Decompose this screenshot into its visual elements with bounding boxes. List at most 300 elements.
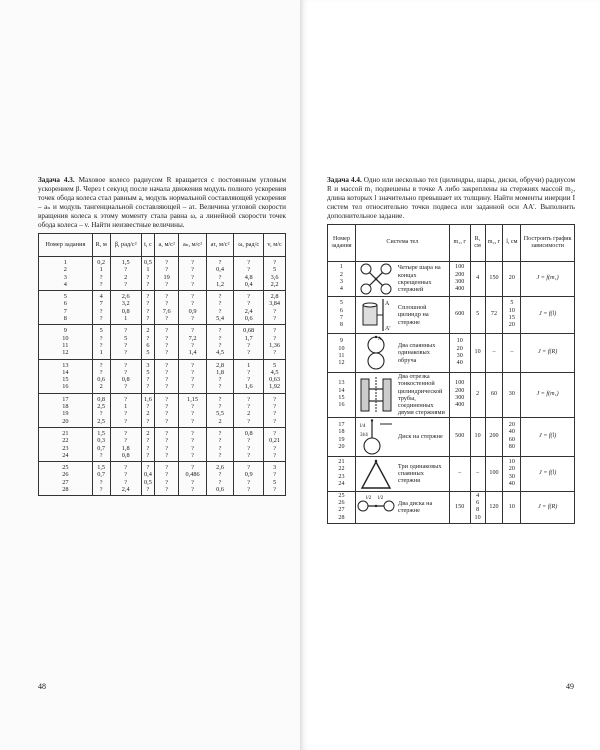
cell-value: 0,8 (121, 451, 130, 459)
dependency-cell: J = f(m₁) (521, 262, 575, 297)
table-cell (234, 325, 264, 359)
table-cell (179, 462, 207, 496)
table-cell (485, 297, 503, 334)
cell-value: 0,9 (188, 307, 197, 315)
cell-value: ? (165, 471, 169, 479)
cell-value: 0,4 (244, 280, 253, 288)
cell-value: 6 (63, 300, 67, 308)
cell-value: 400 (455, 402, 465, 409)
svg-text:A: A (377, 337, 382, 342)
cell-value: ? (124, 437, 128, 445)
table-cell (234, 257, 264, 291)
system-cell (355, 417, 449, 456)
cell-value: ? (99, 451, 103, 459)
cell-value: ? (273, 334, 276, 342)
cell-value: ? (247, 478, 251, 486)
cell-value: ? (146, 464, 150, 472)
cell-value: ? (124, 383, 128, 391)
cell-value: ? (191, 410, 194, 418)
column-header: β, рад/с² (110, 234, 141, 257)
cell-value: 20 (62, 417, 69, 425)
system-cell (355, 491, 449, 523)
cell-value: 1,5 (97, 464, 106, 472)
table-cell (110, 393, 141, 427)
cell-value: 30 (508, 391, 515, 398)
table-row (39, 427, 286, 461)
cell-value: 17 (338, 422, 345, 429)
cell-value: ? (218, 341, 222, 349)
table-cell (39, 257, 93, 291)
cell-value: 2,4 (121, 486, 130, 494)
table-cell (449, 491, 470, 523)
table-cell (470, 456, 485, 491)
cell-value: ? (247, 266, 251, 274)
cell-value: ? (218, 293, 222, 301)
table-cell (449, 262, 470, 297)
cell-value: 15 (508, 315, 515, 321)
cell-value: ? (191, 259, 194, 266)
cell-value: 23 (62, 444, 69, 452)
table-cell (264, 462, 286, 496)
cell-value: ? (218, 383, 222, 391)
cell-value: 19 (163, 273, 170, 281)
cell-value: 15 (62, 376, 69, 384)
column-header: R, м (92, 234, 110, 257)
cell-value: ? (247, 417, 251, 425)
cell-value: ? (247, 403, 251, 411)
table-cell (110, 462, 141, 496)
cell-value: ? (146, 307, 150, 315)
cell-value: ? (191, 429, 194, 437)
cell-value: ? (218, 444, 222, 452)
cell-value: 6 (339, 307, 343, 314)
cell-value: 0,6 (216, 486, 224, 494)
page-number-right: 49 (566, 682, 574, 691)
triangle-rods-icon (356, 457, 396, 491)
table-cell (206, 257, 233, 291)
table-cell (179, 325, 207, 359)
cell-value: 4,8 (244, 273, 253, 281)
cell-value: 5 (124, 334, 128, 342)
table-cell (264, 257, 286, 291)
cell-value: ? (218, 376, 222, 384)
cell-value: 27 (338, 507, 345, 514)
column-header: m₁, г (449, 225, 470, 262)
table-cell (155, 462, 179, 496)
cell-value: ? (191, 403, 194, 411)
cell-value: 4 (63, 280, 67, 288)
cell-value: ? (273, 410, 276, 418)
table-header-row (39, 234, 286, 257)
cell-value: ? (146, 486, 150, 494)
cell-value: ? (273, 307, 276, 315)
column-header: aₙ, м/с² (179, 234, 207, 257)
cell-value: 6 (476, 500, 480, 507)
column-header: ω, рад/с (234, 234, 264, 257)
cell-value: 27 (62, 478, 69, 486)
cell-value: 0,486 (185, 471, 200, 479)
table-cell (503, 456, 521, 491)
table-row (39, 393, 286, 427)
cell-value: 0,4 (143, 471, 152, 479)
cell-value: ? (146, 437, 150, 445)
table-cell (503, 262, 521, 297)
cell-value: ? (165, 334, 169, 342)
cell-value: 25 (62, 464, 69, 472)
table-cell (328, 262, 356, 297)
task-4-3-body: Маховое колесо радиусом R вращается с постоянным угловым ускорением β. Через t секунд после начала движения модуль полного ускорения точек обода колеса стал равным a, модуль нормальной составляющей ускорения – aₙ и модуль тангенциальной составляющей – aτ. Величина угловой скорости вращения колеса к этому моменту стала равна ω, а линейной скорости точек обода колеса – v. Найти неизвестные величины. (38, 176, 287, 229)
table-cell (39, 393, 93, 427)
cell-value: 12 (338, 360, 345, 367)
cell-value: 4,5 (270, 368, 279, 376)
cell-value: 16 (338, 402, 345, 409)
cell-value: 0,68 (243, 327, 255, 335)
cell-value: 2 (146, 327, 150, 335)
cell-value: ? (146, 293, 150, 301)
cell-value: 14 (62, 368, 69, 376)
cell-value: 14 (338, 387, 345, 394)
cell-value: 20 (508, 322, 515, 329)
cell-value: ? (191, 293, 194, 301)
cell-value: ? (247, 486, 251, 494)
dependency-cell: J = f(l) (521, 456, 575, 491)
cell-value: ? (247, 451, 251, 459)
cell-value: 1,5 (121, 259, 130, 266)
cell-value: 21 (62, 429, 69, 437)
cell-value: ? (273, 444, 276, 452)
svg-text:A': A' (384, 326, 391, 332)
cell-value: ? (124, 368, 128, 376)
cell-value: 10 (338, 345, 345, 352)
svg-text:l/2: l/2 (365, 496, 372, 502)
cell-value: ? (191, 315, 194, 323)
cell-value: 200 (489, 433, 499, 440)
cell-value: 100 (455, 264, 465, 271)
cell-value: 2,8 (216, 361, 224, 369)
cell-value: 10 (456, 338, 463, 345)
cell-value: ? (165, 395, 169, 403)
cell-value: 2 (146, 410, 150, 418)
column-header: Номер задания (39, 234, 93, 257)
table-cell (110, 325, 141, 359)
column-header: Номер задания (328, 225, 356, 262)
cell-value: ? (247, 300, 251, 308)
cell-value: ? (191, 437, 194, 445)
cell-value: ? (99, 307, 103, 315)
cell-value: ? (191, 417, 194, 425)
table-cell (470, 417, 485, 456)
cell-value: ? (165, 376, 169, 384)
cell-value: 100 (489, 470, 499, 477)
cell-value: 30 (456, 353, 463, 359)
cell-value: 4 (99, 293, 103, 301)
cell-value: ? (247, 368, 251, 376)
cell-value: 1,36 (269, 341, 281, 349)
cell-value: ? (124, 349, 128, 357)
cell-value: 25 (338, 492, 345, 499)
table-cell (328, 373, 356, 418)
cell-value: ? (191, 376, 194, 384)
cell-value: – (476, 470, 480, 477)
cell-value: 1,6 (143, 395, 152, 403)
svg-text:A: A (384, 301, 390, 307)
cell-value: ? (218, 478, 222, 486)
cell-value: ? (247, 444, 251, 452)
table-cell (39, 325, 93, 359)
cell-value: ? (99, 280, 103, 288)
cell-value: 2 (218, 417, 222, 425)
table-cell (141, 393, 154, 427)
cell-value: ? (165, 417, 169, 425)
system-label: Три одинаковых спаянных стержня (397, 462, 442, 485)
cell-value: 28 (338, 514, 345, 521)
cell-value: 500 (455, 433, 465, 440)
table-cell (92, 462, 110, 496)
cell-value: 4 (476, 275, 480, 282)
dependency-cell: J = f(R) (521, 334, 575, 373)
cell-value: ? (124, 266, 128, 274)
cell-value: ? (99, 486, 103, 494)
cell-value: 19 (62, 410, 69, 418)
cell-value: ? (99, 273, 103, 281)
cell-value: 40 (508, 429, 515, 436)
cell-value: 18 (338, 429, 345, 436)
cell-value: 2 (146, 429, 150, 437)
cell-value: ? (273, 349, 276, 357)
cell-value: 20 (508, 275, 515, 282)
cell-value: 0,5 (143, 259, 152, 266)
table-cell (264, 359, 286, 393)
system-cell (355, 456, 449, 491)
cell-value: ? (191, 327, 194, 335)
table-cell (179, 291, 207, 325)
system-label: Сплошной цилиндр на стержне (397, 304, 429, 326)
table-cell (234, 393, 264, 427)
table-row (328, 262, 575, 297)
cell-value: 2 (63, 266, 67, 274)
table-cell (485, 417, 503, 456)
table-cell (234, 427, 264, 461)
cell-value: 1,7 (244, 334, 253, 342)
task-4-4-table (327, 224, 575, 524)
cell-value: 10 (474, 349, 481, 356)
system-cell (355, 262, 449, 297)
table-cell (141, 291, 154, 325)
cell-value: 16 (62, 383, 69, 391)
cell-value: 9 (63, 327, 67, 335)
cell-value: ? (99, 368, 103, 376)
cell-value: ? (165, 478, 169, 486)
cell-value: – (510, 349, 514, 356)
table-cell (92, 427, 110, 461)
cell-value: 72 (490, 311, 498, 318)
cell-value: 1 (63, 259, 67, 266)
cell-value: ? (191, 486, 194, 494)
table-row (39, 359, 286, 393)
cell-value: ? (191, 368, 194, 376)
cell-value: 0,21 (269, 437, 281, 445)
column-header: R, см (470, 225, 485, 262)
cell-value: 0,8 (97, 395, 106, 403)
cell-value: 60 (508, 436, 515, 443)
table-row (39, 462, 286, 496)
cell-value: ? (218, 334, 222, 342)
cell-value: ? (191, 383, 194, 391)
cell-value: ? (218, 437, 222, 445)
cell-value: – (458, 470, 462, 477)
table-cell (503, 334, 521, 373)
table-row (39, 325, 286, 359)
cell-value: 100 (455, 380, 465, 387)
task-4-3-text (38, 176, 286, 229)
table-cell (449, 417, 470, 456)
cell-value: 2,2 (270, 280, 279, 288)
table-cell (485, 334, 503, 373)
table-cell (92, 359, 110, 393)
table-cell (485, 373, 503, 418)
table-cell (155, 427, 179, 461)
cell-value: 5 (273, 266, 277, 274)
cell-value: 300 (455, 279, 465, 285)
cell-value: ? (218, 259, 222, 266)
cell-value: 0,2 (97, 259, 106, 266)
cell-value: ? (273, 486, 276, 494)
cell-value: 7 (63, 307, 67, 315)
cell-value: 0,6 (97, 376, 106, 384)
table-cell (141, 462, 154, 496)
cell-value: ? (218, 300, 222, 308)
task-4-4-title: Задача 4.4. (327, 176, 362, 184)
cell-value: 5 (476, 311, 480, 318)
table-cell (179, 427, 207, 461)
cell-value: 30 (508, 473, 515, 480)
cell-value: 8 (476, 507, 480, 514)
cell-value: 3 (273, 464, 277, 472)
cell-value: 200 (455, 271, 465, 278)
cell-value: ? (165, 403, 169, 411)
column-header: Построить график зависимости (521, 225, 575, 262)
cell-value: ? (146, 444, 150, 452)
cell-value: ? (247, 259, 251, 266)
cell-value: ? (191, 464, 194, 472)
two-hoops-icon (356, 334, 396, 372)
cell-value: 0,4 (216, 266, 224, 274)
cell-value: 6 (146, 341, 150, 349)
cell-value: ? (165, 341, 169, 349)
cell-value: 0,7 (97, 444, 106, 452)
cell-value: 18 (62, 403, 69, 411)
table-cell (206, 427, 233, 461)
cell-value: 5,4 (216, 315, 224, 323)
table-row (328, 417, 575, 456)
table-cell (39, 427, 93, 461)
dependency-cell: J = f(l) (521, 297, 575, 334)
table-cell (179, 257, 207, 291)
cell-value: 0,5 (143, 478, 152, 486)
table-cell (92, 393, 110, 427)
cell-value: 3 (339, 279, 343, 285)
cell-value: 1 (99, 266, 103, 274)
cell-value: 2 (339, 271, 343, 278)
cell-value: ? (191, 478, 194, 486)
cell-value: 1 (339, 264, 343, 271)
cell-value: 13 (62, 361, 69, 369)
cell-value: ? (165, 464, 169, 472)
cell-value: ? (273, 395, 276, 403)
cell-value: 4 (339, 286, 343, 293)
column-header: aτ, м/с² (206, 234, 233, 257)
cell-value: 0,63 (269, 376, 281, 384)
table-cell (470, 262, 485, 297)
cell-value: ? (165, 410, 169, 418)
cell-value: ? (165, 444, 169, 452)
dependency-cell: J = f(m₁) (521, 373, 575, 418)
task-4-3-title: Задача 4.3. (38, 176, 75, 184)
cell-value: 5,5 (216, 410, 224, 418)
page-number-left: 48 (38, 682, 46, 691)
cell-value: ? (165, 266, 169, 274)
cell-value: ? (146, 280, 150, 288)
cell-value: ? (191, 300, 194, 308)
table-cell (234, 462, 264, 496)
system-cell (355, 334, 449, 373)
system-label: Четыре шара на концах скрещенных стержней (397, 264, 441, 294)
table-cell (449, 297, 470, 334)
column-header: v, м/с (264, 234, 286, 257)
cell-value: ? (165, 486, 169, 494)
cell-value: 7 (99, 300, 103, 308)
cell-value: 26 (62, 471, 69, 479)
table-cell (503, 373, 521, 418)
cell-value: 0,3 (97, 437, 106, 445)
table-cell (141, 359, 154, 393)
cell-value: 1,92 (269, 383, 281, 391)
cell-value: 150 (489, 275, 499, 282)
cell-value: 2,6 (216, 464, 224, 472)
cell-value: 1 (99, 349, 103, 357)
cell-value: 60 (490, 391, 498, 398)
cell-value: 5 (339, 300, 343, 307)
table-cell (92, 291, 110, 325)
cell-value: 11 (62, 341, 69, 349)
cell-value: 5 (63, 293, 67, 301)
cell-value: 24 (62, 451, 69, 459)
two-disks-rod-icon (356, 492, 396, 522)
cell-value: ? (99, 410, 103, 418)
cell-value: 22 (62, 437, 69, 445)
system-label: Диск на стержне (397, 433, 443, 441)
cell-value: 2 (476, 391, 480, 398)
cell-value: 9 (339, 338, 343, 345)
cell-value: 21 (338, 459, 345, 466)
cell-value: ? (247, 464, 251, 472)
cell-value: ? (99, 361, 103, 369)
cell-value: ? (146, 383, 150, 391)
cell-value: ? (146, 300, 150, 308)
table-cell (503, 297, 521, 334)
cell-value: 1,8 (216, 368, 224, 376)
cell-value: 8 (339, 322, 343, 329)
cell-value: ? (146, 451, 150, 459)
system-label: Два диска на стержне (397, 500, 433, 515)
cell-value: ? (124, 395, 128, 403)
cell-value: ? (146, 403, 150, 411)
cell-value: 10 (474, 514, 481, 521)
cell-value: ? (124, 327, 128, 335)
cell-value: 4 (476, 492, 480, 499)
cell-value: 5 (146, 349, 150, 357)
table-cell (503, 491, 521, 523)
